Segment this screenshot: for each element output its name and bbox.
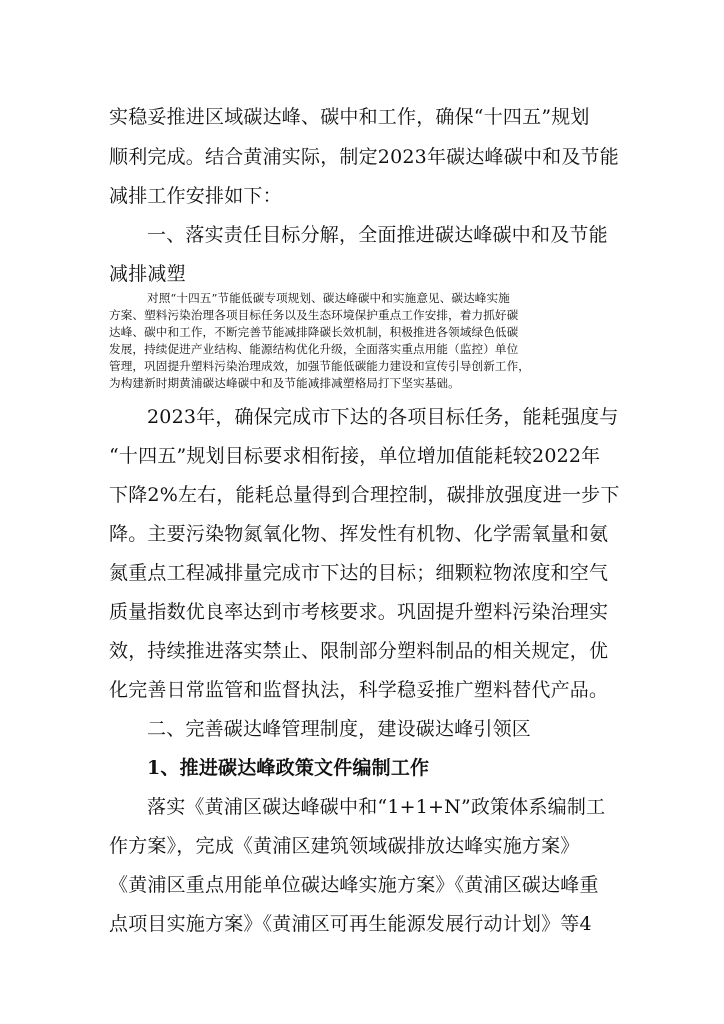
body-line: 氮重点工程减排量完成市下达的目标；细颗粒物浓度和空气 [109,562,609,584]
body-line: 减排工作安排如下： [109,185,282,207]
small-paragraph-line: 发展，持续促进产业结构、能源结构优化升级，全面落实重点用能（监控）单位 [109,342,519,356]
section-heading-1-cont: 减排减塑 [109,263,186,285]
small-paragraph-line: 对照“十四五”节能低碳专项规划、碳达峰碳中和实施意见、碳达峰实施 [147,291,510,305]
small-paragraph-line: 方案、塑料污染治理各项目标任务以及生态环境保护重点工作安排，着力抓好碳 [109,308,519,322]
body-line: 降。主要污染物氮氧化物、挥发性有机物、化学需氧量和氨 [109,523,609,545]
small-paragraph-line: 管理，巩固提升塑料污染治理成效，加强节能低碳能力建设和宣传引导创新工作， [109,359,530,373]
body-line: 效，持续推进落实禁止、限制部分塑料制品的相关规定，优 [109,640,609,662]
section-heading-1: 一、落实责任目标分解，全面推进碳达峰碳中和及节能 [147,224,608,246]
body-line: 点项目实施方案》《黄浦区可再生能源发展行动计划》等4 [109,913,592,935]
body-line: 化完善日常监管和监督执法，科学稳妥推广塑料替代产品。 [109,679,609,701]
body-line: 落实《黄浦区碳达峰碳中和“1+1+N”政策体系编制工 [147,796,606,818]
body-line: 《黄浦区重点用能单位碳达峰实施方案》《黄浦区碳达峰重 [109,874,599,896]
body-line: 实稳妥推进区域碳达峰、碳中和工作，确保“十四五”规划 [109,106,590,128]
body-line: 质量指数优良率达到市考核要求。巩固提升塑料污染治理实 [109,601,609,623]
small-paragraph-line: 达峰、碳中和工作，不断完善节能减排降碳长效机制，积极推进各领域绿色低碳 [109,325,519,339]
section-heading-2: 二、完善碳达峰管理制度，建设碳达峰引领区 [147,718,532,740]
body-line: 2023年，确保完成市下达的各项目标任务，能耗强度与 [147,406,619,428]
body-line: “十四五”规划目标要求相衔接，单位增加值能耗较2022年 [109,445,601,467]
body-line: 作方案》，完成《黄浦区建筑领域碳排放达峰实施方案》 [109,835,580,857]
body-line: 下降2%左右，能耗总量得到合理控制，碳排放强度进一步下 [109,484,620,506]
body-line: 顺利完成。结合黄浦实际，制定2023年碳达峰碳中和及节能 [109,146,619,168]
subheading-1: 1、推进碳达峰政策文件编制工作 [147,757,430,779]
small-paragraph-line: 为构建新时期黄浦碳达峰碳中和及节能减排减塑格局打下坚实基础。 [109,376,460,390]
